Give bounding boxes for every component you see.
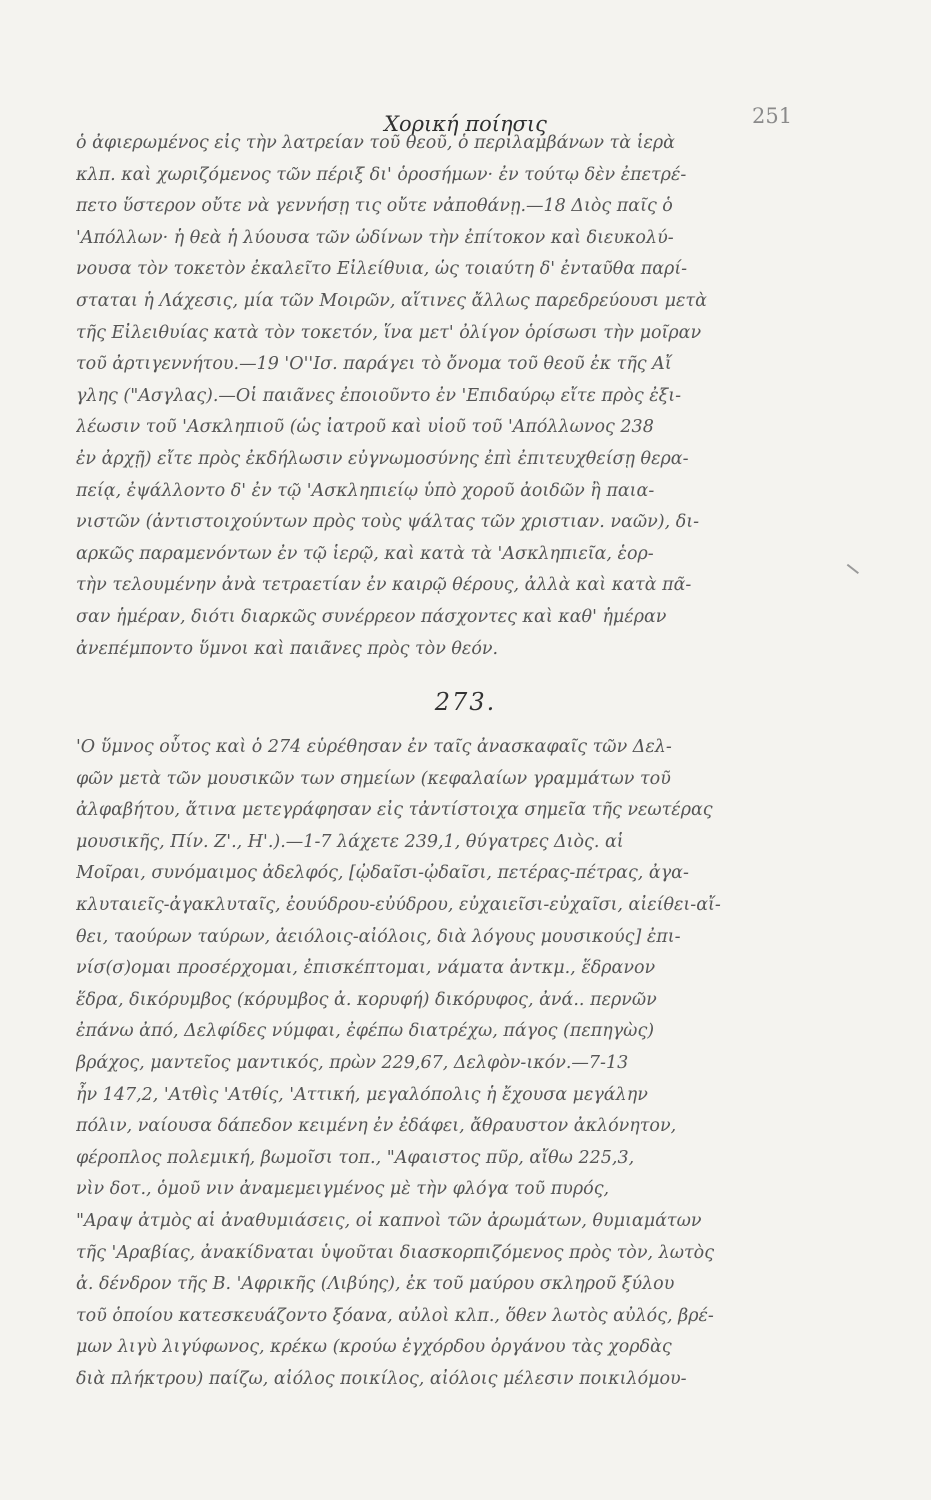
text-line: ἐν ἀρχῇ) εἴτε πρὸς ἐκδήλωσιν εὐγνωμοσύνης ἐπὶ ἐπιτευχθείσῃ θερα- <box>76 448 689 469</box>
text-line: "Αραψ ἀτμὸς αἱ ἀναθυμιάσεις, οἱ καπνοὶ τῶν ἀρωμάτων, θυμιαμάτων <box>76 1210 702 1231</box>
text-line: φέροπλος πολεμική, βωμοῖσι τοπ., "Αφαιστος πῦρ, αἴθω 225,3, <box>76 1147 635 1168</box>
text-line: ἀ. δένδρον τῆς Β. 'Αφρικῆς (Λιβύης), ἐκ τοῦ μαύρου σκληροῦ ξύλου <box>76 1274 675 1295</box>
text-line: ἀνεπέμποντο ὕμνοι καὶ παιᾶνες πρὸς τὸν θεόν. <box>76 638 499 659</box>
text-line: βράχος, μαντεῖος μαντικός, πρὼν 229,67, Δελφὸν-ικόν.—7-13 <box>76 1052 629 1073</box>
text-line: σαν ἡμέραν, διότι διαρκῶς συνέρρεον πάσχοντες καὶ καθ' ἡμέραν <box>76 606 667 627</box>
text-line: ἀλφαβήτου, ἅτινα μετεγράφησαν εἰς τἀντίστοιχα σημεῖα τῆς νεωτέρας <box>76 800 713 821</box>
text-line: ἐπάνω ἀπό, Δελφίδες νύμφαι, ἐφέπω διατρέχω, πάγος (πεπηγὼς) <box>76 1021 655 1042</box>
text-line: 'Ο ὕμνος οὗτος καὶ ὁ 274 εὑρέθησαν ἐν ταῖς ἀνασκαφαῖς τῶν Δελ- <box>76 737 672 757</box>
text-line: 'Απόλλων· ἡ θεὰ ἡ λύουσα τῶν ὠδίνων τὴν ἐπίτοκον καὶ διευκολύ- <box>76 227 674 248</box>
text-line: νὶν δοτ., ὁμοῦ νιν ἀναμεμειγμένος μὲ τὴν φλόγα τοῦ πυρός, <box>76 1179 610 1200</box>
text-line: Μοῖραι, συνόμαιμος ἀδελφός, [ᾠδαῖσι-ᾠδαῖσι, πετέρας-πέτρας, ἀγα- <box>76 863 689 884</box>
running-title: Χορική ποίησις <box>384 112 547 136</box>
text-line: μων λιγὺ λιγύφωνος, κρέκω (κρούω ἐγχόρδου ὀργάνου τὰς χορδὰς <box>76 1337 672 1358</box>
text-line: πετο ὕστερον οὔτε νὰ γεννήσῃ τις οὔτε νἀποθάνῃ.—18 Διὸς παῖς ὁ <box>76 196 673 217</box>
text-line: διὰ πλήκτρου) παίζω, αἰόλος ποικίλος, αἰόλοις μέλεσιν ποικιλόμου- <box>76 1368 687 1389</box>
text-line: γλης ("Ασγλας).—Οἱ παιᾶνες ἐποιοῦντο ἐν 'Επιδαύρῳ εἴτε πρὸς ἐξι- <box>76 385 681 406</box>
text-line: τῆς Εἰλειθυίας κατὰ τὸν τοκετόν, ἵνα μετ' ὀλίγον ὁρίσωσι τὴν μοῖραν <box>76 322 702 343</box>
text-line: θει, ταούρων ταύρων, ἀειόλοις-αἰόλοις, διὰ λόγους μουσικούς] ἐπι- <box>76 926 681 947</box>
text-line: λέωσιν τοῦ 'Ασκληπιοῦ (ὡς ἰατροῦ καὶ υἱοῦ τοῦ 'Απόλλωνος 238 <box>76 417 654 438</box>
text-line: νιστῶν (ἀντιστοιχούντων πρὸς τοὺς ψάλτας τῶν χριστιαν. ναῶν), δι- <box>76 512 700 533</box>
text-line: κλυταιεῖς-ἀγακλυταῖς, ἐουύδρου-εὐύδρου, εὐχαιεῖσι-εὐχαῖσι, αἰείθει-αἴ- <box>76 894 721 915</box>
text-line: ἦν 147,2, 'Ατθὶς 'Ατθίς, 'Αττική, μεγαλόπολις ἡ ἔχουσα μεγάλην <box>76 1084 648 1105</box>
text-line: τοῦ ἀρτιγεννήτου.—19 'Ο''Ισ. παράγει τὸ ὄνομα τοῦ θεοῦ ἐκ τῆς Αἴ <box>76 354 672 375</box>
text-line: ὁ ἀφιερωμένος εἰς τὴν λατρείαν τοῦ θεοῦ, ὁ περιλαμβάνων τὰ ἱερὰ <box>76 133 675 153</box>
stray-mark <box>847 564 859 574</box>
text-line: ἕδρα, δικόρυμβος (κόρυμβος ἀ. κορυφή) δικόρυφος, ἀνά.. περνῶν <box>76 989 657 1010</box>
text-line: κλπ. καὶ χωριζόμενος τῶν πέριξ δι' ὁροσήμων· ἐν τούτῳ δὲν ἐπετρέ- <box>76 164 687 185</box>
text-line: μουσικῆς, Πίν. Ζ'., Η'.).—1-7 λάχετε 239,1, θύγατρες Διὸς. αἱ <box>76 831 624 852</box>
text-line: τῆς 'Αραβίας, ἀνακίδναται ὑψοῦται διασκορπιζόμενος πρὸς τὸν, λωτὸς <box>76 1242 714 1263</box>
text-line: νίσ(σ)ομαι προσέρχομαι, ἐπισκέπτομαι, νάματα ἀντκμ., ἕδρανον <box>76 958 656 979</box>
text-line: σταται ἡ Λάχεσις, μία τῶν Μοιρῶν, αἵτινες ἄλλως παρεδρεύουσι μετὰ <box>76 290 707 311</box>
section-number: 273. <box>434 688 497 716</box>
text-line: πείᾳ, ἐψάλλοντο δ' ἐν τῷ 'Ασκληπιείῳ ὑπὸ χοροῦ ἀοιδῶν ἢ παια- <box>76 480 655 501</box>
text-line: πόλιν, ναίουσα δάπεδον κειμένη ἐν ἐδάφει, ἄθραυστον ἀκλόνητον, <box>76 1116 677 1137</box>
commentary-block-272 <box>76 128 766 665</box>
text-line: τοῦ ὁποίου κατεσκευάζοντο ξόανα, αὐλοὶ κλπ., ὅθεν λωτὸς αὐλός, βρέ- <box>76 1305 714 1326</box>
text-line: φῶν μετὰ τῶν μουσικῶν των σημείων (κεφαλαίων γραμμάτων τοῦ <box>76 768 671 789</box>
commentary-block-273 <box>76 732 766 1395</box>
text-line: αρκῶς παραμενόντων ἐν τῷ ἱερῷ, καὶ κατὰ τὰ 'Ασκληπιεῖα, ἑορ- <box>76 543 654 564</box>
text-line: τὴν τελουμένην ἀνὰ τετραετίαν ἐν καιρῷ θέρους, ἀλλὰ καὶ κατὰ πᾶ- <box>76 575 692 596</box>
text-line: νουσα τὸν τοκετὸν ἐκαλεῖτο Εἰλείθυια, ὡς τοιαύτη δ' ἐνταῦθα παρί- <box>76 259 688 280</box>
page-number: 251 <box>752 104 793 128</box>
